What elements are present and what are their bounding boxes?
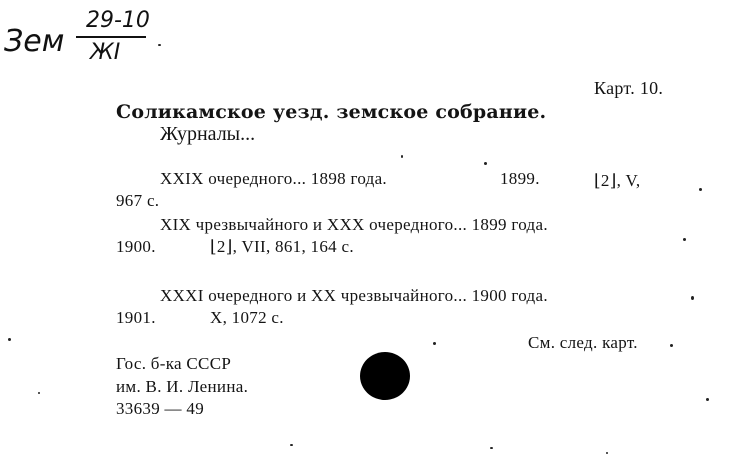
library-line-2: им. В. И. Ленина. <box>116 377 249 396</box>
speck <box>670 344 673 347</box>
library-line-3: 33639 — 49 <box>116 399 204 418</box>
see-next-card: См. след. карт. <box>528 333 638 352</box>
entry-3-year: 1901. <box>116 308 156 327</box>
card-number: Карт. 10. <box>594 78 664 98</box>
speck <box>158 44 161 46</box>
handwritten-prefix: Зем <box>4 24 65 59</box>
entry-1-line1: XXIX очередного... 1898 года. <box>160 169 387 188</box>
speck <box>706 398 709 401</box>
speck <box>401 155 403 158</box>
entry-1-line2: 967 с. <box>116 191 160 210</box>
handwritten-numerator: 29-10 <box>86 8 150 33</box>
entry-2-year: 1900. <box>116 237 156 256</box>
speck <box>290 444 293 446</box>
entry-2-line2: ⌊2⌋, VII, 861, 164 с. <box>210 237 354 256</box>
author-heading: Соликамское уезд. земское собрание. <box>116 101 547 123</box>
speck <box>8 338 11 341</box>
speck <box>699 188 702 191</box>
speck <box>606 452 608 454</box>
handwritten-denominator: ЖI <box>90 40 121 65</box>
speck <box>38 392 40 394</box>
entry-1-year: 1899. <box>500 169 540 188</box>
speck <box>433 342 436 345</box>
entry-3-line2: X, 1072 с. <box>210 308 284 327</box>
speck <box>490 447 493 449</box>
speck <box>683 238 686 241</box>
entry-2-line1: XIX чрезвычайного и XXX очередного... 1899 года. <box>160 215 548 234</box>
punch-hole <box>360 352 410 400</box>
library-line-1: Гос. б-ка СССР <box>116 354 232 373</box>
handwritten-fraction-line <box>76 36 146 38</box>
entry-3-line1: XXXI очередного и XX чрезвычайного... 1900 года. <box>160 286 548 305</box>
title-heading: Журналы... <box>160 123 256 145</box>
speck <box>484 162 487 165</box>
entry-1-part: ⌊2⌋, V, <box>594 171 641 190</box>
speck <box>691 296 694 300</box>
